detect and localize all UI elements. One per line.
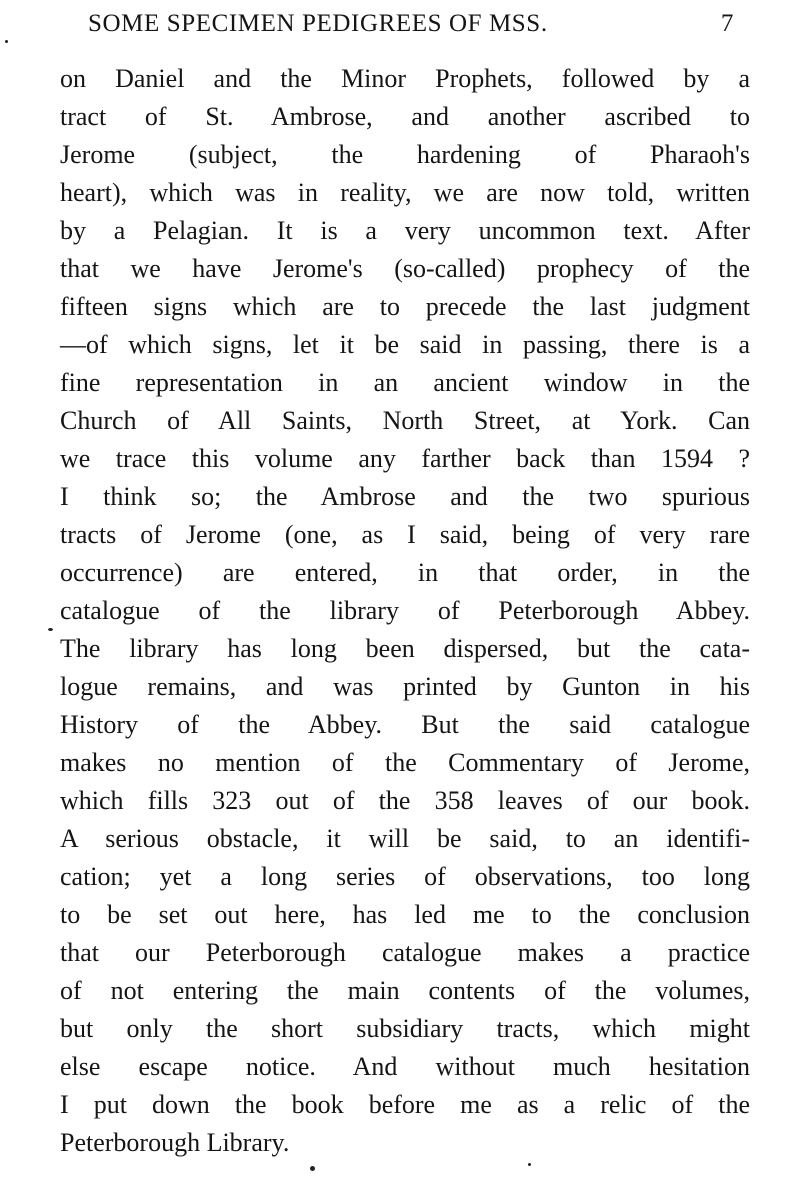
text-line: on Daniel and the Minor Prophets, followed by a [60,64,750,93]
text-line: History of the Abbey. But the said catalogue [60,710,750,739]
text-line: logue remains, and was printed by Gunton in his [60,672,750,701]
print-speck [5,40,8,43]
text-line: which fills 323 out of the 358 leaves of our book. [60,786,750,815]
text-line: of not entering the main contents of the volumes, [60,976,750,1005]
text-line: we trace this volume any farther back than 1594 ? [60,444,750,473]
text-line: catalogue of the library of Peterborough Abbey. [60,596,750,625]
running-head [88,10,738,44]
text-line: The library has long been dispersed, but the cata- [60,634,750,663]
text-line: fine representation in an ancient window in the [60,368,750,397]
text-line: occurrence) are entered, in that order, in the [60,558,750,587]
text-line: makes no mention of the Commentary of Jerome, [60,748,750,777]
text-line: heart), which was in reality, we are now told, written [60,178,750,207]
page-number: 7 [720,10,734,37]
text-line: else escape notice. And without much hesitation [60,1052,750,1081]
text-line: Church of All Saints, North Street, at York. Can [60,406,750,435]
text-line: that our Peterborough catalogue makes a practice [60,938,750,967]
text-line: Peterborough Library. [60,1128,290,1157]
text-line: tract of St. Ambrose, and another ascribed to [60,102,750,131]
text-line: to be set out here, has led me to the conclusion [60,900,750,929]
text-line: that we have Jerome's (so-called) prophecy of the [60,254,750,283]
text-line: tracts of Jerome (one, as I said, being of very rare [60,520,750,549]
text-line: A serious obstacle, it will be said, to an identifi- [60,824,750,853]
running-title: SOME SPECIMEN PEDIGREES OF MSS. [88,10,548,37]
text-line: I put down the book before me as a relic of the [60,1090,750,1119]
print-speck [310,1166,315,1171]
text-line: fifteen signs which are to precede the last judgment [60,292,750,321]
text-line: Jerome (subject, the hardening of Pharaoh's [60,140,750,169]
text-line: cation; yet a long series of observations, too long [60,862,750,891]
print-speck [528,1163,531,1166]
print-speck [48,628,53,631]
text-line: —of which signs, let it be said in passing, there is a [60,330,750,359]
text-line: but only the short subsidiary tracts, which might [60,1014,750,1043]
text-line: by a Pelagian. It is a very uncommon text. After [60,216,750,245]
text-line: I think so; the Ambrose and the two spurious [60,482,750,511]
body-text [60,60,750,1162]
